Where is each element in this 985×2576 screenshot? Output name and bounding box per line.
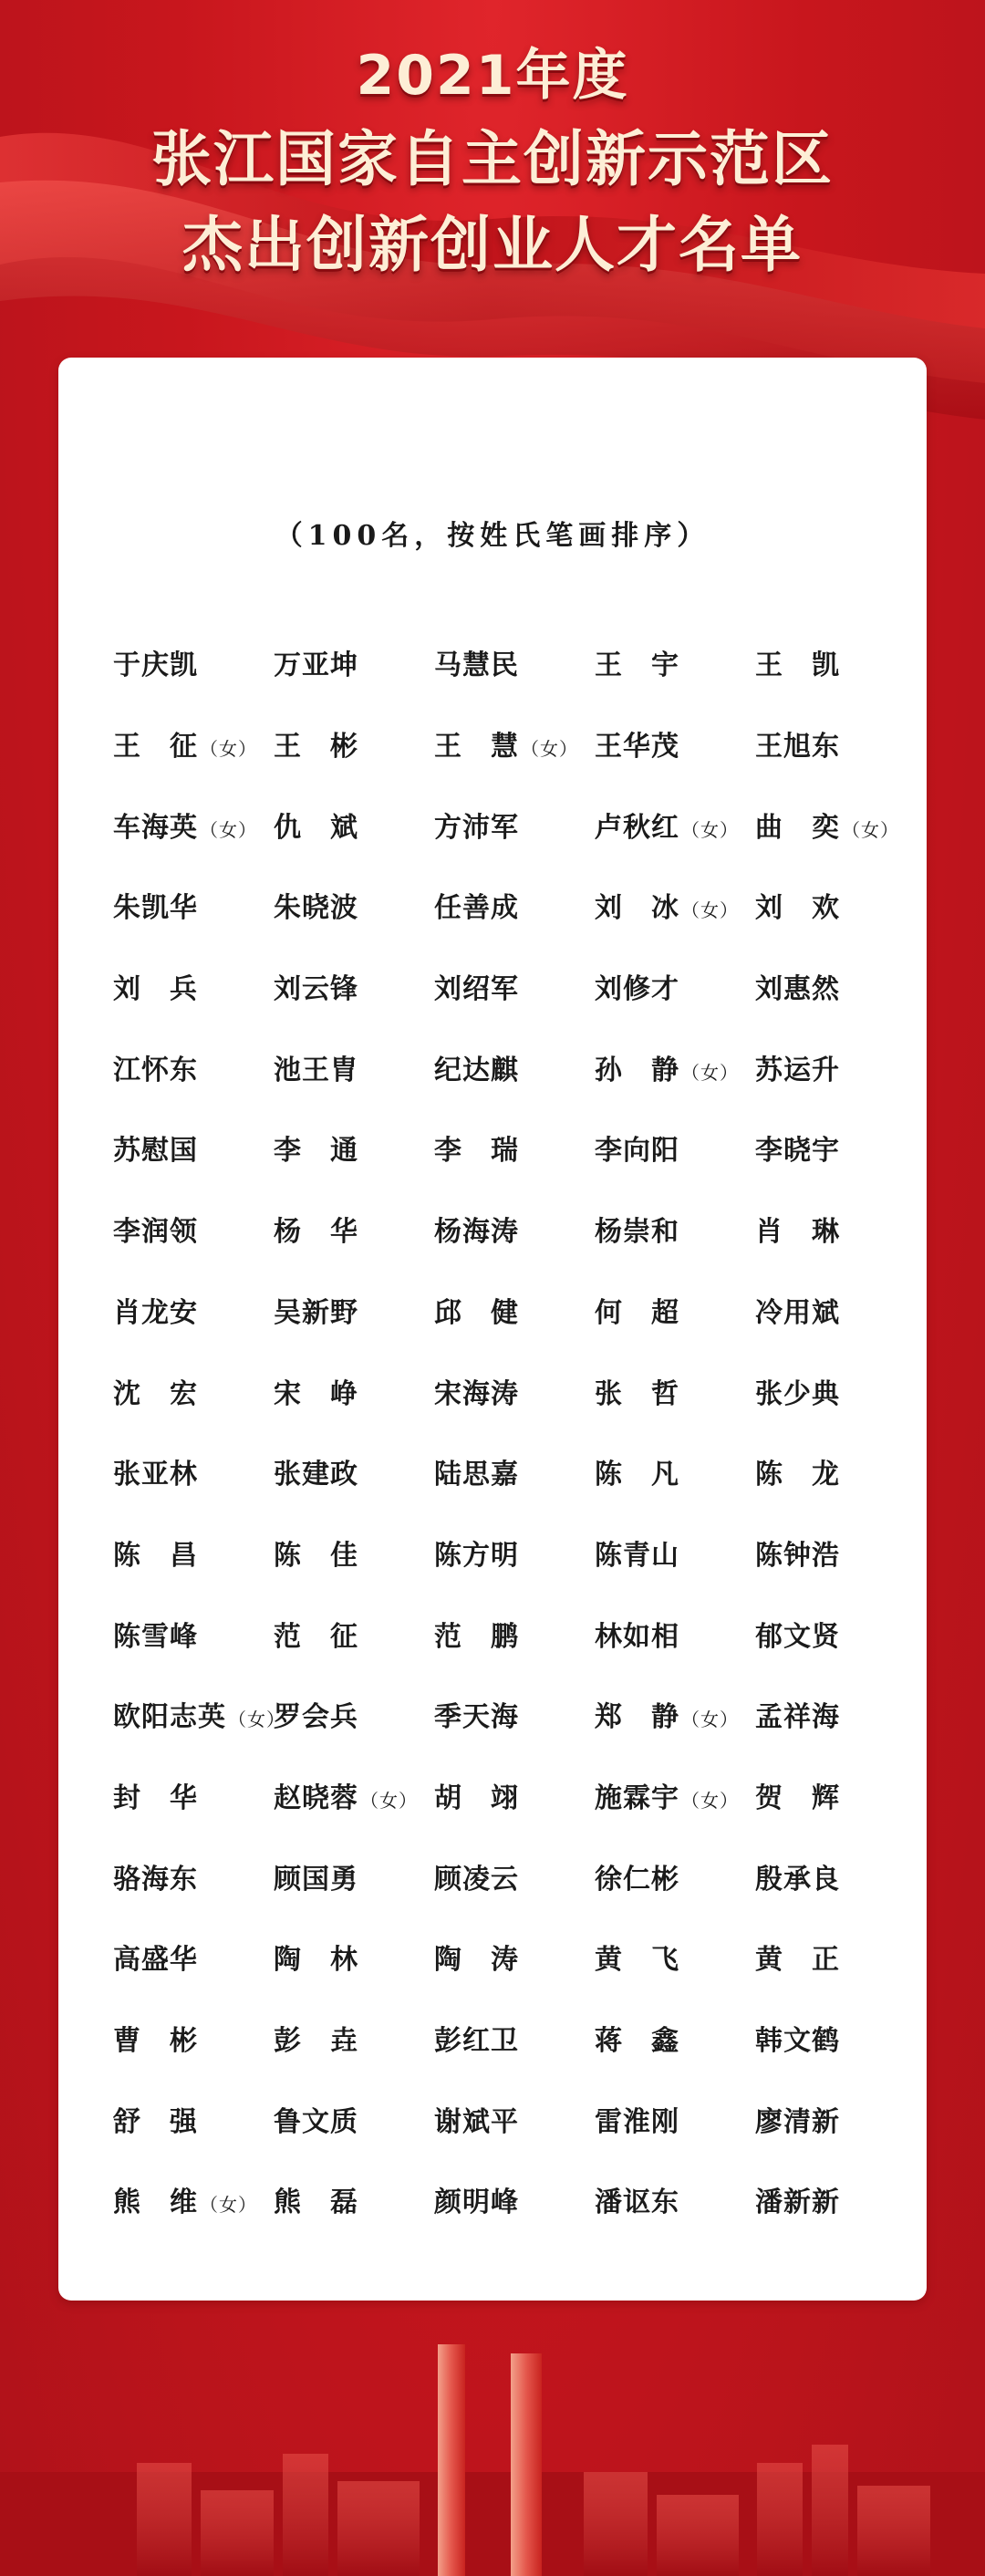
name-entry — [755, 1856, 916, 1896]
title-line-3: 杰出创新创业人才名单 — [182, 210, 803, 280]
name-entry — [755, 2099, 916, 2139]
name-entry — [755, 966, 916, 1006]
person-name: 李晓宇 — [755, 1135, 840, 1168]
name-entry — [434, 1937, 595, 1977]
person-name: 杨海涛 — [434, 1216, 519, 1249]
person-name: 吴新野 — [274, 1296, 358, 1329]
female-marker: （女） — [681, 1709, 739, 1731]
name-row — [113, 1916, 934, 1998]
person-name: 胡 翊 — [434, 1781, 519, 1814]
person-name: 陈雪峰 — [113, 1620, 198, 1653]
name-entry — [274, 723, 434, 763]
person-name: 殷承良 — [755, 1863, 840, 1896]
name-entry — [113, 1127, 274, 1168]
person-name: 黄 正 — [755, 1944, 840, 1977]
person-name: 杨崇和 — [595, 1216, 679, 1249]
female-marker: （女） — [681, 1061, 739, 1084]
female-marker: （女） — [228, 1709, 285, 1731]
name-entry — [274, 1451, 434, 1491]
name-entry — [434, 723, 595, 763]
name-row — [113, 865, 934, 946]
person-name: 李 通 — [274, 1135, 358, 1168]
name-entry — [113, 1451, 274, 1491]
person-name: 王旭东 — [755, 731, 840, 763]
person-name: 肖龙安 — [113, 1296, 198, 1329]
name-entry — [113, 1775, 274, 1815]
name-entry — [274, 966, 434, 1006]
name-entry — [274, 642, 434, 682]
person-name: 车海英 — [113, 811, 198, 844]
person-name: 蒋 鑫 — [595, 2025, 679, 2058]
person-name: 刘 兵 — [113, 973, 198, 1006]
name-row — [113, 1026, 934, 1107]
person-name: 冷用斌 — [755, 1296, 840, 1329]
name-entry — [434, 966, 595, 1006]
name-entry — [274, 805, 434, 845]
person-name: 罗会兵 — [274, 1701, 358, 1734]
name-entry — [755, 1614, 916, 1654]
person-name: 方沛军 — [434, 811, 519, 844]
person-name: 陈方明 — [434, 1539, 519, 1572]
person-name: 潘讴东 — [595, 2186, 679, 2219]
person-name: 陆思嘉 — [434, 1459, 519, 1491]
person-name: 熊 维 — [113, 2186, 198, 2219]
person-name: 王 彬 — [274, 731, 358, 763]
name-entry — [434, 2018, 595, 2058]
person-name: 顾凌云 — [434, 1863, 519, 1896]
person-name: 赵晓蓉 — [274, 1781, 358, 1814]
name-entry — [274, 2018, 434, 2058]
name-entry — [595, 1694, 755, 1734]
name-entry — [113, 1532, 274, 1573]
person-name: 范 征 — [274, 1620, 358, 1653]
name-entry — [434, 1614, 595, 1654]
person-name: 陈青山 — [595, 1539, 679, 1572]
person-name: 纪达麒 — [434, 1054, 519, 1086]
person-name: 陈 凡 — [595, 1459, 679, 1491]
name-entry — [595, 2099, 755, 2139]
name-entry — [755, 1209, 916, 1249]
name-entry — [434, 1775, 595, 1815]
person-name: 颜明峰 — [434, 2186, 519, 2219]
name-entry — [755, 642, 916, 682]
female-marker: （女） — [681, 1789, 739, 1812]
person-name: 刘修才 — [595, 973, 679, 1006]
name-entry — [595, 2179, 755, 2219]
name-entry — [274, 1290, 434, 1330]
name-entry — [113, 723, 274, 763]
name-row — [113, 1674, 934, 1755]
name-entry — [113, 885, 274, 925]
name-entry — [595, 1614, 755, 1654]
person-name: 任善成 — [434, 892, 519, 925]
name-entry — [434, 1047, 595, 1087]
name-entry — [113, 1047, 274, 1087]
person-name: 李润领 — [113, 1216, 198, 1249]
person-name: 刘云锋 — [274, 973, 358, 1006]
name-entry — [755, 1775, 916, 1815]
person-name: 张少典 — [755, 1377, 840, 1410]
person-name: 陈 佳 — [274, 1539, 358, 1572]
person-name: 李向阳 — [595, 1135, 679, 1168]
person-name: 孙 静 — [595, 1054, 679, 1086]
female-marker: （女） — [681, 818, 739, 841]
female-marker: （女） — [681, 899, 739, 922]
person-name: 张亚林 — [113, 1459, 198, 1491]
person-name: 熊 磊 — [274, 2186, 358, 2219]
female-marker: （女） — [200, 738, 257, 761]
name-entry — [274, 1127, 434, 1168]
person-name: 卢秋红 — [595, 811, 679, 844]
name-row — [113, 946, 934, 1027]
name-entry — [434, 1451, 595, 1491]
name-entry — [755, 885, 916, 925]
name-entry — [274, 1614, 434, 1654]
person-name: 陈 龙 — [755, 1459, 840, 1491]
name-entry — [755, 1127, 916, 1168]
name-entry — [755, 2179, 916, 2219]
person-name: 王 征 — [113, 731, 198, 763]
name-entry — [595, 1937, 755, 1977]
female-marker: （女） — [842, 818, 899, 841]
female-marker: （女） — [200, 2194, 257, 2217]
person-name: 刘 欢 — [755, 892, 840, 925]
name-entry — [595, 1775, 755, 1815]
name-entry — [113, 1937, 274, 1977]
person-name: 李 瑞 — [434, 1135, 519, 1168]
name-row — [113, 1835, 934, 1916]
person-name: 徐仁彬 — [595, 1863, 679, 1896]
name-entry — [113, 1856, 274, 1896]
name-entry — [113, 966, 274, 1006]
person-name: 陶 林 — [274, 1944, 358, 1977]
person-name: 高盛华 — [113, 1944, 198, 1977]
name-entry — [274, 1775, 434, 1815]
person-name: 杨 华 — [274, 1216, 358, 1249]
name-entry — [595, 1209, 755, 1249]
person-name: 贺 辉 — [755, 1781, 840, 1814]
person-name: 池王胄 — [274, 1054, 358, 1086]
name-entry — [595, 1856, 755, 1896]
name-entry — [434, 1694, 595, 1734]
name-entry — [113, 1209, 274, 1249]
person-name: 马慧民 — [434, 649, 519, 682]
name-entry — [755, 1532, 916, 1573]
name-row — [113, 703, 934, 784]
person-name: 沈 宏 — [113, 1377, 198, 1410]
person-name: 彭 垚 — [274, 2025, 358, 2058]
name-entry — [274, 1047, 434, 1087]
name-entry — [113, 1371, 274, 1411]
person-name: 欧阳志英 — [113, 1701, 226, 1734]
name-row — [113, 1593, 934, 1674]
name-entry — [595, 642, 755, 682]
name-entry — [434, 1371, 595, 1411]
title-line-2: 张江国家自主创新示范区 — [151, 124, 834, 194]
person-name: 季天海 — [434, 1701, 519, 1734]
name-entry — [274, 1694, 434, 1734]
female-marker: （女） — [360, 1789, 418, 1812]
person-name: 鲁文质 — [274, 2105, 358, 2138]
name-row — [113, 2159, 934, 2240]
name-row — [113, 1755, 934, 1836]
name-entry — [755, 1371, 916, 1411]
person-name: 潘新新 — [755, 2186, 840, 2219]
person-name: 廖清新 — [755, 2105, 840, 2138]
name-entry — [434, 2179, 595, 2219]
name-row — [113, 1350, 934, 1431]
name-entry — [595, 1290, 755, 1330]
name-entry — [274, 2099, 434, 2139]
name-entry — [274, 2179, 434, 2219]
name-entry — [113, 2099, 274, 2139]
person-name: 苏慰国 — [113, 1135, 198, 1168]
person-name: 王 凯 — [755, 649, 840, 682]
name-row — [113, 1270, 934, 1351]
name-grid — [113, 622, 934, 2240]
female-marker: （女） — [521, 738, 578, 761]
person-name: 仇 斌 — [274, 811, 358, 844]
name-entry — [274, 1532, 434, 1573]
person-name: 顾国勇 — [274, 1863, 358, 1896]
person-name: 施霖宇 — [595, 1781, 679, 1814]
person-name: 郑 静 — [595, 1701, 679, 1734]
person-name: 张建政 — [274, 1459, 358, 1491]
name-entry — [755, 805, 916, 845]
person-name: 刘 冰 — [595, 892, 679, 925]
female-marker: （女） — [200, 818, 257, 841]
person-name: 邱 健 — [434, 1296, 519, 1329]
person-name: 宋海涛 — [434, 1377, 519, 1410]
person-name: 陶 涛 — [434, 1944, 519, 1977]
person-name: 宋 峥 — [274, 1377, 358, 1410]
name-entry — [595, 1532, 755, 1573]
name-row — [113, 784, 934, 865]
name-entry — [755, 1937, 916, 1977]
person-name: 朱晓波 — [274, 892, 358, 925]
name-entry — [274, 1209, 434, 1249]
list-subtitle: （100名，按姓氏笔画排序） — [275, 520, 710, 552]
name-entry — [113, 1614, 274, 1654]
name-entry — [595, 1127, 755, 1168]
name-entry — [595, 885, 755, 925]
person-name: 范 鹏 — [434, 1620, 519, 1653]
name-entry — [595, 1371, 755, 1411]
person-name: 曲 奕 — [755, 811, 840, 844]
person-name: 舒 强 — [113, 2105, 198, 2138]
name-entry — [434, 1856, 595, 1896]
name-entry — [113, 805, 274, 845]
name-entry — [434, 1127, 595, 1168]
name-entry — [274, 1371, 434, 1411]
name-entry — [434, 1290, 595, 1330]
name-entry — [113, 2018, 274, 2058]
person-name: 雷淮刚 — [595, 2105, 679, 2138]
name-row — [113, 1998, 934, 2079]
name-entry — [434, 642, 595, 682]
person-name: 陈 昌 — [113, 1539, 198, 1572]
person-name: 刘惠然 — [755, 973, 840, 1006]
name-entry — [595, 1451, 755, 1491]
name-entry — [113, 2179, 274, 2219]
person-name: 何 超 — [595, 1296, 679, 1329]
person-name: 黄 飞 — [595, 1944, 679, 1977]
name-list-card — [58, 358, 927, 2301]
name-row — [113, 2078, 934, 2159]
name-row — [113, 1431, 934, 1512]
person-name: 王 慧 — [434, 731, 519, 763]
title-block — [0, 35, 985, 288]
name-entry — [434, 2099, 595, 2139]
person-name: 肖 琳 — [755, 1216, 840, 1249]
person-name: 张 哲 — [595, 1377, 679, 1410]
person-name: 王华茂 — [595, 731, 679, 763]
person-name: 林如相 — [595, 1620, 679, 1653]
name-entry — [595, 805, 755, 845]
name-entry — [755, 2018, 916, 2058]
person-name: 彭红卫 — [434, 2025, 519, 2058]
name-entry — [755, 1047, 916, 1087]
person-name: 陈钟浩 — [755, 1539, 840, 1572]
person-name: 王 宇 — [595, 649, 679, 682]
person-name: 谢斌平 — [434, 2105, 519, 2138]
name-entry — [755, 1290, 916, 1330]
name-row — [113, 1189, 934, 1270]
name-row — [113, 1512, 934, 1594]
person-name: 朱凯华 — [113, 892, 198, 925]
person-name: 郁文贤 — [755, 1620, 840, 1653]
person-name: 苏运升 — [755, 1054, 840, 1086]
name-entry — [113, 1290, 274, 1330]
name-entry — [595, 1047, 755, 1087]
name-entry — [595, 2018, 755, 2058]
person-name: 孟祥海 — [755, 1701, 840, 1734]
name-row — [113, 622, 934, 703]
name-entry — [274, 885, 434, 925]
person-name: 江怀东 — [113, 1054, 198, 1086]
name-entry — [113, 1694, 285, 1734]
name-entry — [434, 1209, 595, 1249]
name-entry — [755, 1694, 916, 1734]
person-name: 骆海东 — [113, 1863, 198, 1896]
name-entry — [755, 1451, 916, 1491]
name-entry — [595, 966, 755, 1006]
name-row — [113, 1107, 934, 1189]
name-entry — [434, 885, 595, 925]
person-name: 韩文鹤 — [755, 2025, 840, 2058]
name-entry — [755, 723, 916, 763]
name-entry — [113, 642, 274, 682]
name-entry — [434, 805, 595, 845]
title-year: 2021年度 — [356, 44, 629, 108]
name-entry — [274, 1937, 434, 1977]
name-entry — [434, 1532, 595, 1573]
person-name: 曹 彬 — [113, 2025, 198, 2058]
person-name: 于庆凯 — [113, 649, 198, 682]
person-name: 封 华 — [113, 1781, 198, 1814]
name-entry — [595, 723, 755, 763]
person-name: 刘绍军 — [434, 973, 519, 1006]
name-entry — [274, 1856, 434, 1896]
person-name: 万亚坤 — [274, 649, 358, 682]
city-skyline-decoration — [0, 2335, 985, 2576]
